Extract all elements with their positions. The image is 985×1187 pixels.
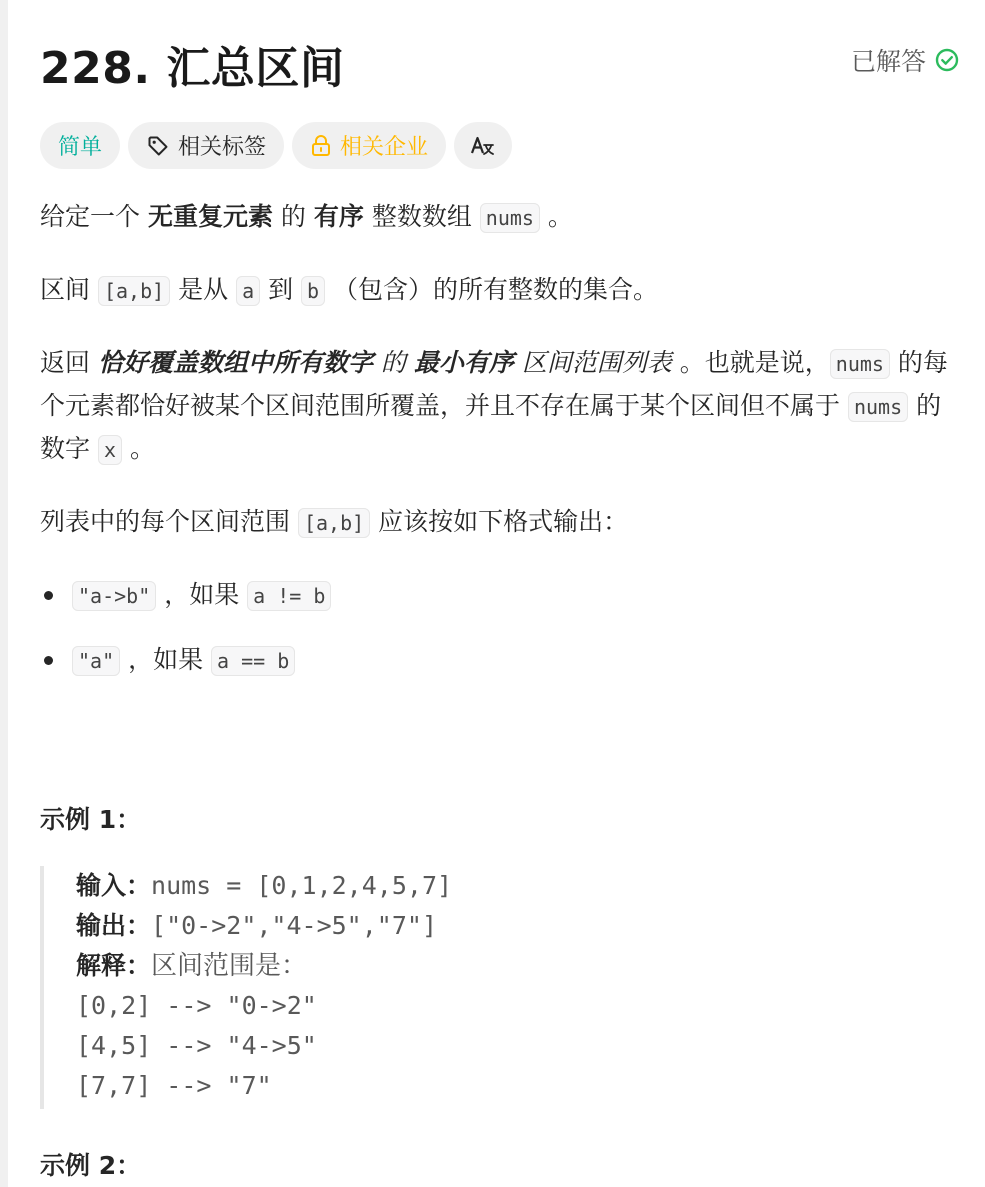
example-1-heading: 示例 1： [40, 805, 142, 834]
inline-code: nums [848, 392, 908, 422]
companies-tag-button[interactable] [292, 122, 446, 169]
desc-paragraph-2 [40, 269, 960, 312]
text: 应该按如下格式输出： [370, 507, 629, 536]
text: 给定一个 [40, 202, 148, 231]
example-detail-line: [4,5] --> "4->5" [76, 1031, 317, 1060]
format-list [40, 574, 960, 682]
example-detail-line: [7,7] --> "7" [76, 1071, 272, 1100]
text: 是从 [170, 275, 237, 304]
example-2-heading: 示例 2： [40, 1151, 142, 1180]
italic-text: 的 [372, 348, 414, 377]
text: 返回 [40, 348, 98, 377]
desc-paragraph-3 [40, 342, 960, 471]
example-input-line [76, 866, 956, 906]
emphasis-text: 恰好覆盖数组中所有数字 [97, 348, 373, 377]
check-circle-icon [934, 47, 960, 73]
list-item [40, 574, 960, 617]
text: ，如果 [156, 580, 248, 609]
solved-status [851, 42, 960, 78]
emphasis-text: 无重复元素 [147, 202, 273, 231]
title-row [40, 30, 960, 94]
description-body [40, 196, 960, 704]
emphasis-text: 有序 [313, 202, 364, 231]
inline-code: a != b [247, 581, 331, 611]
inline-code: nums [830, 349, 890, 379]
text: 的每个元素都恰好被某个区间范围所覆盖，并且不存在属于某个区间但不属于 [40, 348, 948, 420]
difficulty-label: 简单 [58, 135, 103, 160]
inline-code: "a" [72, 646, 120, 676]
tag-bar [40, 122, 512, 169]
inline-code: x [98, 435, 122, 465]
example-detail-line: [0,2] --> "0->2" [76, 991, 317, 1020]
italic-text: 区间范围列表 [513, 348, 672, 377]
text: 。也就是说， [671, 348, 830, 377]
output-value: ["0->2","4->5","7"] [151, 911, 437, 940]
text: 的数字 [40, 391, 942, 463]
emphasis-text: 最小有序 [413, 348, 514, 377]
text: 到 [260, 275, 302, 304]
example-output-line [76, 906, 956, 946]
topics-tag-button[interactable] [128, 122, 284, 169]
tag-icon [146, 134, 170, 158]
problem-title[interactable]: 228. 汇总区间 [40, 43, 345, 94]
input-value: nums = [0,1,2,4,5,7] [151, 871, 453, 900]
difficulty-badge [40, 122, 120, 169]
text: （包含）的所有整数的集合。 [325, 275, 659, 304]
inline-code: b [301, 276, 325, 306]
solved-label: 已解答 [850, 47, 926, 76]
translate-button[interactable] [454, 122, 512, 169]
left-panel-edge [0, 0, 8, 1187]
text: 列表中的每个区间范围 [40, 507, 298, 536]
example-1-block [40, 866, 956, 1109]
list-item [40, 639, 960, 682]
desc-paragraph-1 [40, 196, 960, 239]
inline-code: [a,b] [98, 276, 170, 306]
topics-tag-label: 相关标签 [178, 135, 267, 160]
inline-code: a [236, 276, 260, 306]
companies-tag-label: 相关企业 [340, 135, 429, 160]
inline-code: [a,b] [298, 508, 370, 538]
lock-icon [310, 134, 332, 158]
text: 。 [539, 202, 573, 231]
output-label: 输出： [76, 911, 152, 940]
text: 整数数组 [363, 202, 480, 231]
desc-paragraph-4 [40, 501, 960, 544]
example-explanation-line [76, 946, 956, 986]
text: ，如果 [120, 645, 212, 674]
inline-code: a == b [211, 646, 295, 676]
text: 区间 [40, 275, 98, 304]
explanation-label: 解释： [76, 951, 152, 980]
inline-code: nums [480, 203, 540, 233]
text: 的 [272, 202, 314, 231]
input-label: 输入： [76, 871, 152, 900]
explanation-text: 区间范围是： [151, 951, 308, 981]
text: 。 [122, 434, 155, 463]
inline-code: "a->b" [72, 581, 156, 611]
translate-icon [470, 134, 496, 158]
